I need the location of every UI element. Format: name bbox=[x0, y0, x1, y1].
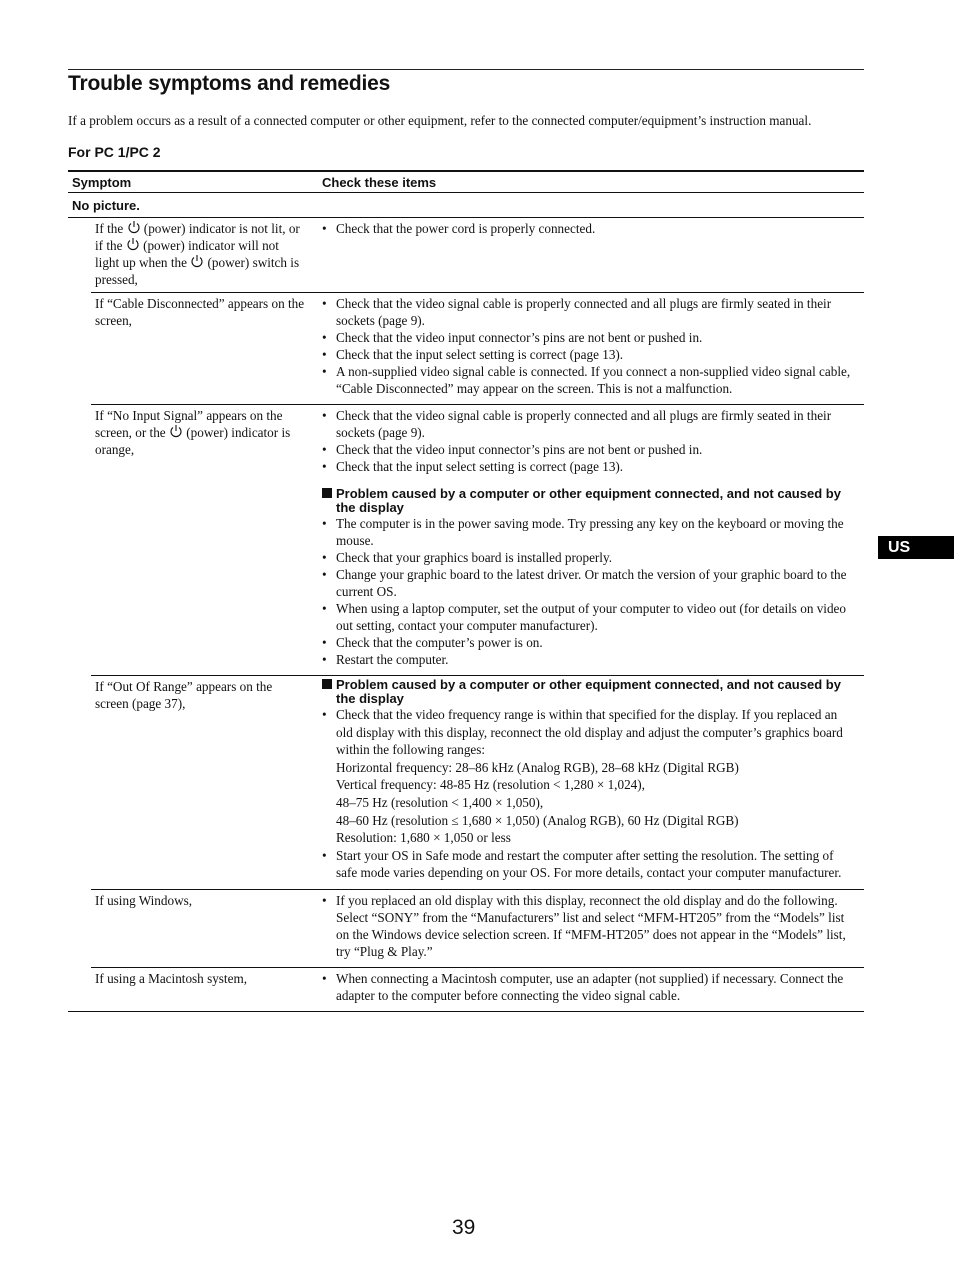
list-item bbox=[322, 706, 856, 847]
check-cell bbox=[318, 218, 864, 292]
intro-text: If a problem occurs as a result of a connected computer or other equipment, refer to the connected computer/equipment’s instruction manual. bbox=[68, 113, 812, 128]
trouble-table bbox=[68, 170, 864, 1012]
symptom-text: If “Cable Disconnected” appears on the screen, bbox=[95, 296, 305, 328]
list-item: • Check that the power cord is properly connected. bbox=[322, 220, 856, 237]
list-item: • Check that the computer’s power is on. bbox=[322, 634, 856, 651]
range-line: Vertical frequency: 48-85 Hz (resolution < 1,280 × 1,024), bbox=[336, 777, 645, 793]
list-item: • Check that the video signal cable is properly connected and all plugs are firmly seated in their sockets (page 9). bbox=[322, 295, 856, 329]
table-header bbox=[68, 170, 864, 193]
table-row bbox=[91, 218, 864, 293]
table-row bbox=[91, 293, 864, 405]
symptom-cell bbox=[91, 676, 318, 889]
subheading bbox=[322, 487, 856, 515]
top-rule bbox=[68, 69, 864, 70]
table-row bbox=[91, 405, 864, 676]
col-symptom-header: Symptom bbox=[72, 174, 132, 190]
subheading-text: Problem caused by a computer or other equipment connected, and not caused by the display bbox=[336, 486, 841, 515]
col-check-header: Check these items bbox=[322, 174, 437, 190]
symptom-cell bbox=[91, 293, 318, 404]
symptom-text: If using a Macintosh system, bbox=[95, 970, 248, 986]
symptom-text: (power) indicator is orange, bbox=[95, 425, 291, 457]
range-line: 48–75 Hz (resolution < 1,400 × 1,050), bbox=[336, 794, 544, 810]
list-item: • Check that the input select setting is correct (page 13). bbox=[322, 458, 856, 475]
section-heading: For PC 1/PC 2 bbox=[68, 144, 161, 160]
symptom-cell bbox=[91, 968, 318, 1011]
list-item: • Change your graphic board to the latest driver. Or match the version of your graphic board to the current OS. bbox=[322, 566, 856, 600]
square-bullet-icon bbox=[322, 679, 332, 689]
table-row bbox=[91, 676, 864, 890]
list-item: • When connecting a Macintosh computer, use an adapter (not supplied) if necessary. Connect the adapter to the computer before connecting the video signal cable. bbox=[322, 970, 856, 1004]
page-title: Trouble symptoms and remedies bbox=[68, 72, 391, 95]
subheading-text: Problem caused by a computer or other equipment connected, and not caused by the display bbox=[336, 677, 841, 706]
check-cell bbox=[318, 293, 864, 404]
range-line: Resolution: 1,680 × 1,050 or less bbox=[336, 830, 511, 846]
table-row bbox=[91, 890, 864, 968]
subheading bbox=[322, 678, 856, 706]
list-item-text: Check that the video frequency range is within that specified for the display. If you replaced an old display with this display, reconnect the old display and adjust the computer’s graphics board within the following ranges: bbox=[336, 707, 843, 758]
symptom-text: If using Windows, bbox=[95, 892, 193, 908]
check-cell bbox=[318, 676, 864, 889]
page-number: 39 bbox=[452, 1216, 476, 1239]
list-item: • Start your OS in Safe mode and restart the computer after setting the resolution. The setting of safe mode varies depending on your OS. For more details, contact your computer manufacturer. bbox=[322, 847, 856, 882]
symptom-text: If “Out Of Range” appears on the screen (page 37), bbox=[95, 679, 273, 711]
list-item: • When using a laptop computer, set the output of your computer to video out (for details on video out setting, contact your computer manufacturer). bbox=[322, 600, 856, 634]
symptom-text: If the bbox=[95, 221, 124, 236]
list-item: • Restart the computer. bbox=[322, 651, 856, 668]
symptom-text: (power) indicator is not lit, or if the bbox=[95, 221, 300, 253]
list-item: • Check that your graphics board is installed properly. bbox=[322, 549, 856, 566]
power-icon bbox=[190, 254, 204, 268]
group-no-picture: No picture. bbox=[68, 193, 864, 218]
check-cell bbox=[318, 968, 864, 1011]
symptom-cell bbox=[91, 405, 318, 675]
check-cell bbox=[318, 405, 864, 675]
list-item: • Check that the video input connector’s pins are not bent or pushed in. bbox=[322, 441, 856, 458]
list-item: • Check that the input select setting is correct (page 13). bbox=[322, 346, 856, 363]
table-row bbox=[68, 968, 864, 1012]
language-tab: US bbox=[878, 536, 954, 559]
symptom-text: (power) switch is pressed, bbox=[95, 255, 300, 287]
symptom-text: (power) indicator will not light up when the bbox=[95, 238, 279, 270]
list-item: • A non-supplied video signal cable is connected. If you connect a non-supplied video signal cable, “Cable Disconnected” may appear on the screen. This is not a malfunction. bbox=[322, 363, 856, 397]
range-line: Horizontal frequency: 28–86 kHz (Analog RGB), 28–68 kHz (Digital RGB) bbox=[336, 759, 739, 775]
list-item: • Check that the video signal cable is properly connected and all plugs are firmly seated in their sockets (page 9). bbox=[322, 407, 856, 441]
list-item: • Check that the video input connector’s pins are not bent or pushed in. bbox=[322, 329, 856, 346]
range-line: 48–60 Hz (resolution ≤ 1,680 × 1,050) (Analog RGB), 60 Hz (Digital RGB) bbox=[336, 812, 739, 828]
list-item: • If you replaced an old display with this display, reconnect the old display and do the following. Select “SONY” from the “Manufacturers” list and select “MFM-HT205” from the “Models” list on the Windows device selection screen. If “MFM-HT205” does not appear in the “Models” list, try “Plug & Play.” bbox=[322, 892, 856, 960]
power-icon bbox=[127, 220, 141, 234]
check-cell bbox=[318, 890, 864, 967]
symptom-text: If “No Input Signal” appears on the screen, or the bbox=[95, 408, 283, 440]
symptom-cell bbox=[91, 218, 318, 292]
list-item: • The computer is in the power saving mode. Try pressing any key on the keyboard or moving the mouse. bbox=[322, 515, 856, 549]
symptom-cell bbox=[91, 890, 318, 967]
power-icon bbox=[126, 237, 140, 251]
square-bullet-icon bbox=[322, 488, 332, 498]
power-icon bbox=[169, 424, 183, 438]
